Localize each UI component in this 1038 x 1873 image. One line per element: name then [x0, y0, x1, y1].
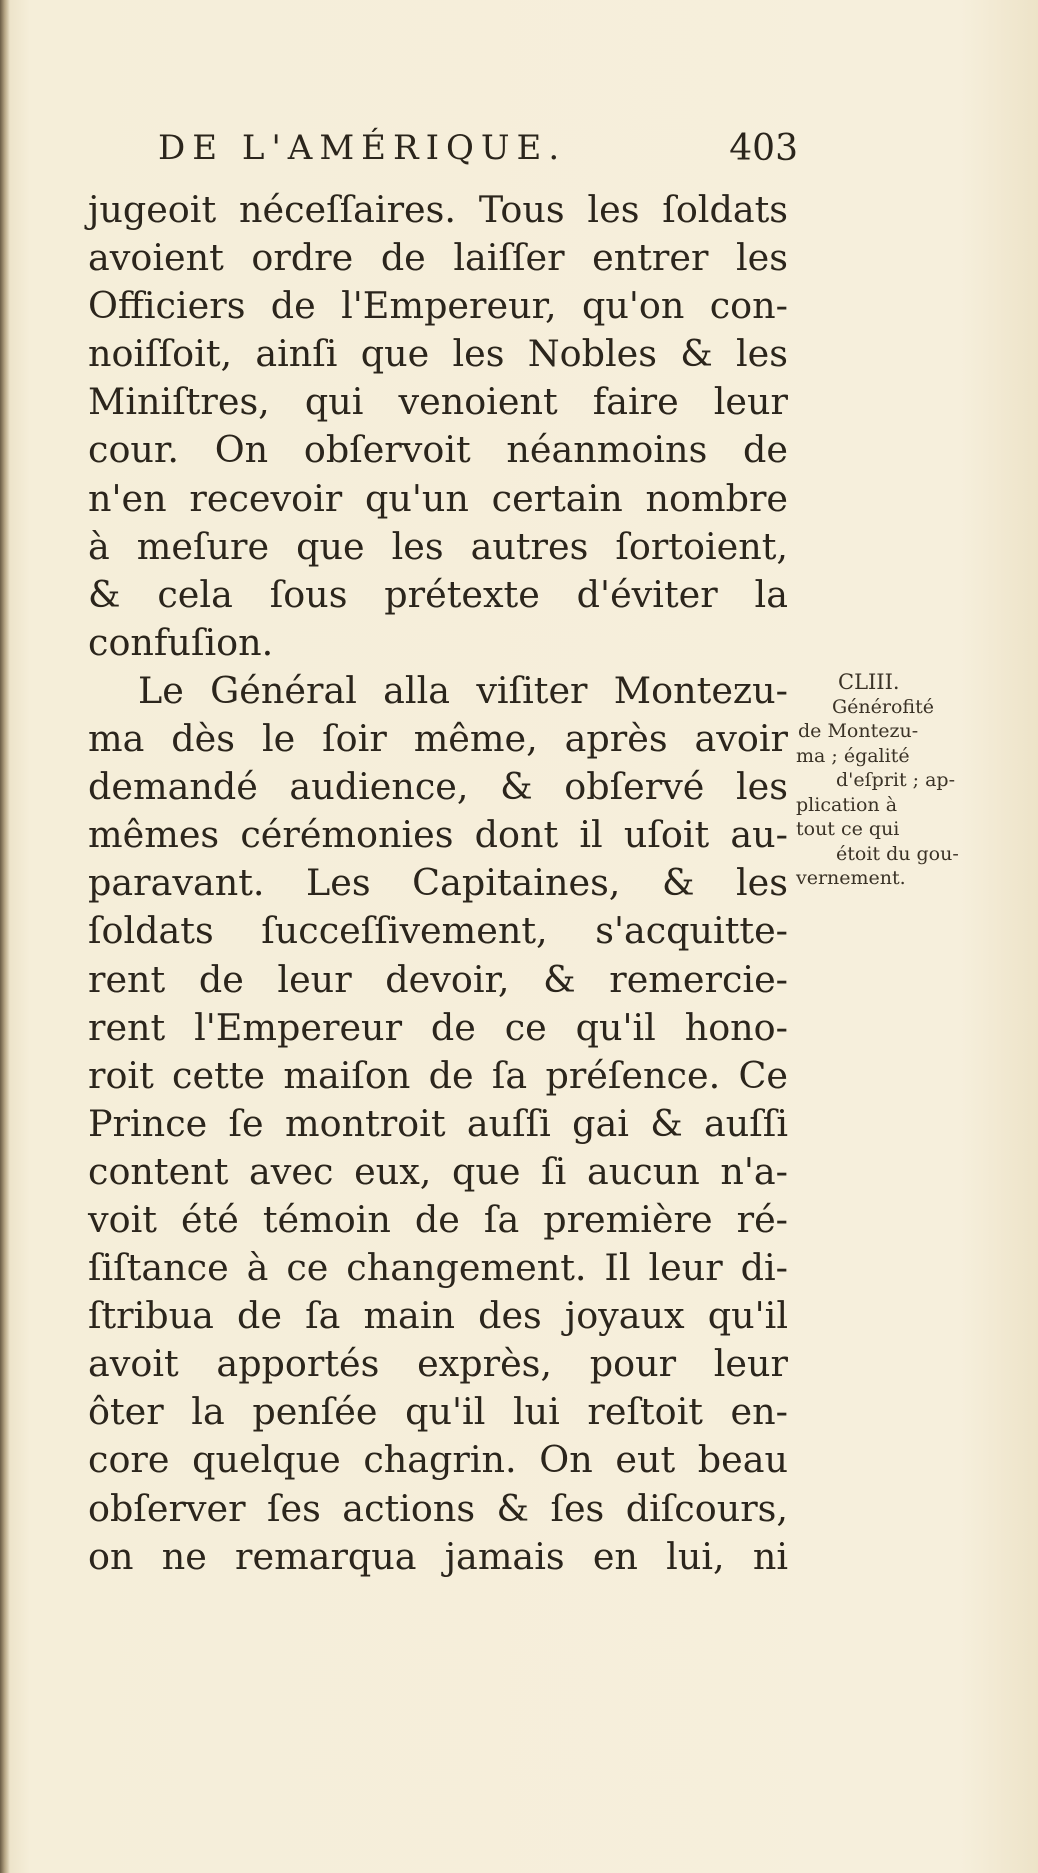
- text-line: avoit apportés exprès, pour leur: [88, 1342, 788, 1386]
- margin-note-line: tout ce qui: [796, 818, 900, 840]
- text-line: Officiers de l'Empereur, qu'on con-: [88, 284, 788, 328]
- text-line: rent de leur devoir, & remercie-: [88, 957, 788, 1001]
- running-title: DE L'AMÉRIQUE.: [158, 128, 567, 168]
- text-line: cour. On obſervoit néanmoins de: [88, 428, 788, 472]
- text-line: ſiſtance à ce changement. Il leur di-: [88, 1246, 788, 1290]
- text-line: jugeoit néceſſaires. Tous les ſoldats: [88, 188, 788, 231]
- text-line: roit cette maiſon de ſa préſence. Ce: [88, 1053, 788, 1097]
- text-line: mêmes cérémonies dont il uſoit au-: [88, 813, 788, 857]
- margin-note-line: Générofité: [832, 695, 934, 718]
- text-line: confuſion.: [88, 620, 274, 664]
- margin-note-line: plication à: [796, 793, 898, 816]
- main-text-block: [88, 186, 788, 1581]
- text-line: Miniſtres, qui venoient faire leur: [88, 380, 788, 424]
- margin-note-line: d'eſprit ; ap-: [836, 769, 956, 791]
- text-line: core quelque chagrin. On eut beau: [88, 1438, 788, 1482]
- text-line: ôter la penſée qu'il lui reſtoit en-: [88, 1390, 788, 1434]
- text-line: avoient ordre de laiſſer entrer les: [88, 236, 788, 280]
- text-line: on ne remarqua jamais en lui, ni: [88, 1534, 788, 1578]
- paragraph-start-line: Le Général alla viſiter Montezu-: [138, 668, 788, 712]
- text-line: n'en recevoir qu'un certain nombre: [88, 476, 788, 520]
- margin-note: [796, 670, 976, 891]
- text-line: voit été témoin de ſa première ré-: [88, 1197, 788, 1241]
- text-line: rent l'Empereur de ce qu'il hono-: [88, 1005, 788, 1049]
- margin-note-line: vernement.: [796, 867, 906, 889]
- margin-note-line: de Montezu-: [798, 720, 919, 742]
- margin-note-number: CLIII.: [838, 670, 900, 694]
- margin-note-line: étoit du gou-: [836, 842, 959, 865]
- text-line: & cela ſous prétexte d'éviter la: [88, 572, 788, 616]
- page-number: 403: [729, 128, 798, 169]
- text-line: content avec eux, que ſi aucun n'a-: [88, 1149, 788, 1193]
- text-line: obſerver ſes actions & ſes diſcours,: [88, 1486, 788, 1530]
- text-line: demandé audience, & obſervé les: [88, 765, 788, 809]
- text-line: Prince ſe montroit auſſi gai & auſſi: [88, 1101, 788, 1145]
- margin-note-line: ma ; égalité: [796, 744, 910, 767]
- page-binding-edge: [0, 0, 10, 1873]
- text-line: ma dès le ſoir même, après avoir: [88, 717, 788, 761]
- text-line: noiſſoit, ainſi que les Nobles & les: [88, 332, 788, 376]
- text-line: ſtribua de ſa main des joyaux qu'il: [88, 1294, 788, 1338]
- text-line: à meſure que les autres ſortoient,: [88, 524, 788, 568]
- text-line: paravant. Les Capitaines, & les: [88, 861, 788, 905]
- running-header: [158, 128, 798, 178]
- text-line: ſoldats ſucceſſivement, s'acquitte-: [88, 909, 788, 953]
